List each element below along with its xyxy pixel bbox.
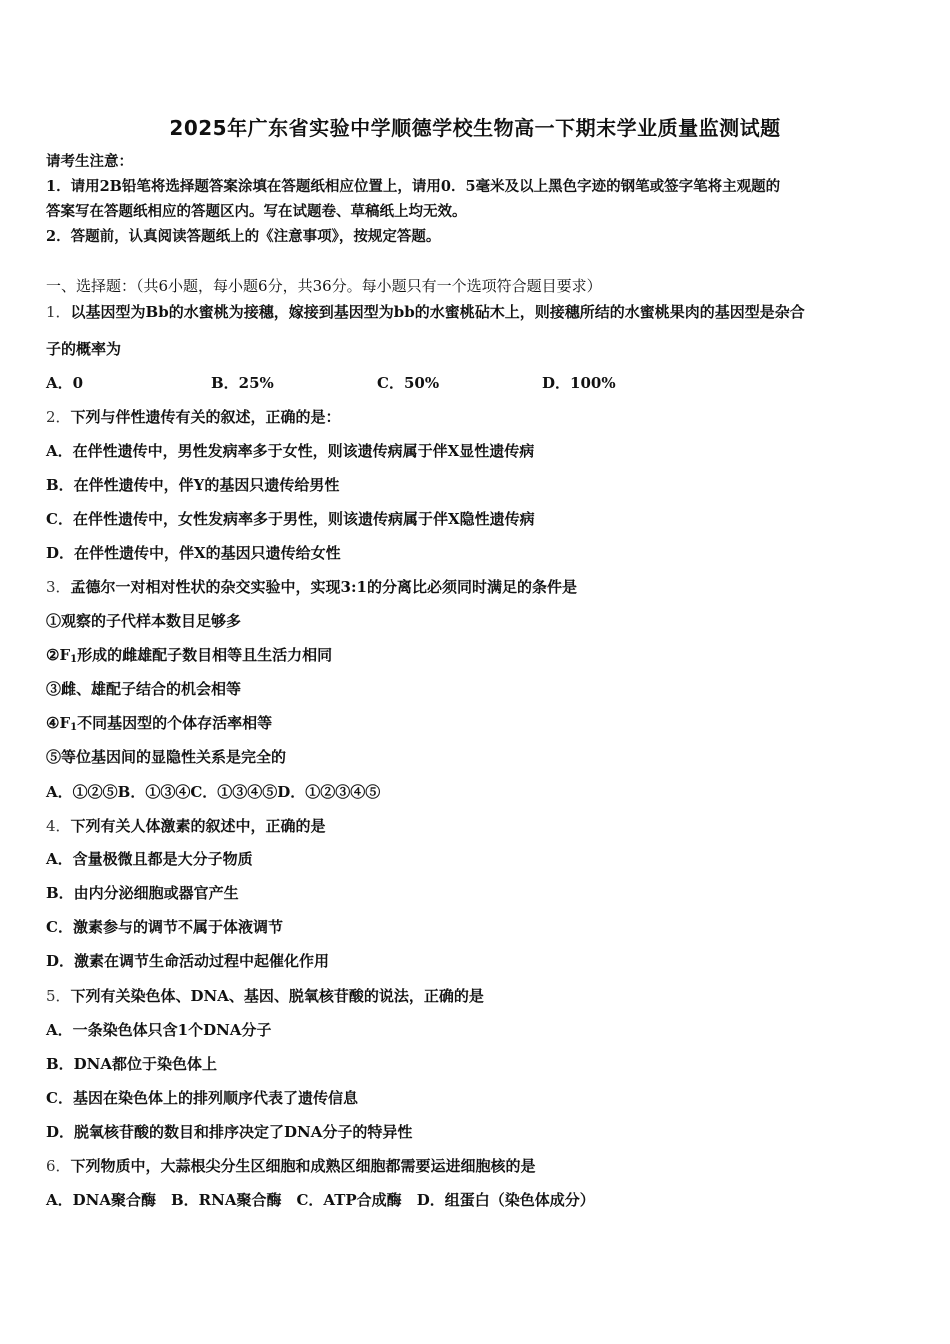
question-2-number: 2． xyxy=(46,408,71,426)
question-4-number: 4． xyxy=(46,817,71,835)
question-4-option-c: C．激素参与的调节不属于体液调节 xyxy=(46,918,283,936)
question-4-option-d: D．激素在调节生命活动过程中起催化作用 xyxy=(46,952,330,970)
question-5-stem-text: 下列有关染色体、DNA、基因、脱氧核苷酸的说法，正确的是 xyxy=(70,987,484,1005)
question-3-item-5: ⑤等位基因间的显隐性关系是完全的 xyxy=(46,748,287,766)
question-1-option-d: D．100% xyxy=(542,374,616,392)
question-1-stem-a: 以基因型为Bb的水蜜桃为接穗，嫁接到基因型为bb的水蜜桃砧木上，则接穗所结的水蜜桃果肉的基因型是杂合 xyxy=(70,303,805,321)
section-heading: 一、选择题：（共6小题，每小题6分，共36分。每小题只有一个选项符合题目要求） xyxy=(46,277,602,295)
item-2-text: 形成的雌雄配子数目相等且生活力相同 xyxy=(77,646,333,664)
question-1-number: 1． xyxy=(46,303,71,321)
question-1-options xyxy=(46,373,906,393)
question-5-stem xyxy=(46,986,484,1006)
notice-line-1a: 1．请用2B铅笔将选择题答案涂填在答题纸相应位置上，请用0．5毫米及以上黑色字迹的钢笔或签字笔将主观题的 xyxy=(46,178,781,195)
question-2-stem xyxy=(46,407,341,427)
question-6-stem-text: 下列物质中，大蒜根尖分生区细胞和成熟区细胞都需要运进细胞核的是 xyxy=(70,1157,536,1175)
question-6-number: 6． xyxy=(46,1157,71,1175)
question-6-options: A．DNA聚合酶 B．RNA聚合酶 C．ATP合成酶 D．组蛋白（染色体成分） xyxy=(46,1191,595,1209)
question-3-stem xyxy=(46,577,577,597)
question-2-option-d: D．在伴性遗传中，伴X的基因只遗传给女性 xyxy=(46,544,341,562)
question-3-stem-text: 孟德尔一对相对性状的杂交实验中，实现3:1的分离比必须同时满足的条件是 xyxy=(70,578,577,596)
question-5-option-d: D．脱氧核苷酸的数目和排序决定了DNA分子的特异性 xyxy=(46,1123,413,1141)
question-3-item-1: ①观察的子代样本数目足够多 xyxy=(46,612,242,630)
question-3-item-2 xyxy=(46,645,332,670)
item-2-subscript: 1 xyxy=(70,654,78,665)
question-5-option-c: C．基因在染色体上的排列顺序代表了遗传信息 xyxy=(46,1089,358,1107)
question-4-stem xyxy=(46,816,326,836)
item-4-prefix: ④F xyxy=(46,714,71,732)
notice-line-2: 2．答题前，认真阅读答题纸上的《注意事项》，按规定答题。 xyxy=(46,228,441,245)
question-6-stem xyxy=(46,1156,536,1176)
question-2-stem-text: 下列与伴性遗传有关的叙述，正确的是： xyxy=(70,408,341,426)
question-5-option-a: A．一条染色体只含1个DNA分子 xyxy=(46,1021,272,1039)
question-1-option-a: A．0 xyxy=(46,374,84,392)
question-5-option-b: B．DNA都位于染色体上 xyxy=(46,1055,218,1073)
question-1-option-b: B．25% xyxy=(211,374,274,392)
item-2-prefix: ②F xyxy=(46,646,71,664)
question-3-item-3: ③雌、雄配子结合的机会相等 xyxy=(46,680,242,698)
question-4-option-b: B．由内分泌细胞或器官产生 xyxy=(46,884,239,902)
question-3-item-4 xyxy=(46,713,272,738)
question-1-stem-b: 子的概率为 xyxy=(46,340,122,358)
question-2-option-b: B．在伴性遗传中，伴Y的基因只遗传给男性 xyxy=(46,476,340,494)
question-3-number: 3． xyxy=(46,578,71,596)
question-4-option-a: A．含量极微且都是大分子物质 xyxy=(46,850,253,868)
item-4-subscript: 1 xyxy=(70,722,78,733)
notice-heading: 请考生注意： xyxy=(46,153,133,170)
page-title: 2025年广东省实验中学顺德学校生物高一下期末学业质量监测试题 xyxy=(169,116,781,140)
question-3-options: A．①②⑤B．①③④C．①③④⑤D．①②③④⑤ xyxy=(46,783,381,801)
question-5-number: 5． xyxy=(46,987,71,1005)
question-1-stem xyxy=(46,302,805,322)
question-2-option-a: A．在伴性遗传中，男性发病率多于女性，则该遗传病属于伴X显性遗传病 xyxy=(46,442,535,460)
item-4-text: 不同基因型的个体存活率相等 xyxy=(77,714,273,732)
notice-line-1b: 答案写在答题纸相应的答题区内。写在试题卷、草稿纸上均无效。 xyxy=(46,203,467,220)
question-2-option-c: C．在伴性遗传中，女性发病率多于男性，则该遗传病属于伴X隐性遗传病 xyxy=(46,510,535,528)
question-1-option-c: C．50% xyxy=(377,374,440,392)
question-4-stem-text: 下列有关人体激素的叙述中，正确的是 xyxy=(70,817,326,835)
